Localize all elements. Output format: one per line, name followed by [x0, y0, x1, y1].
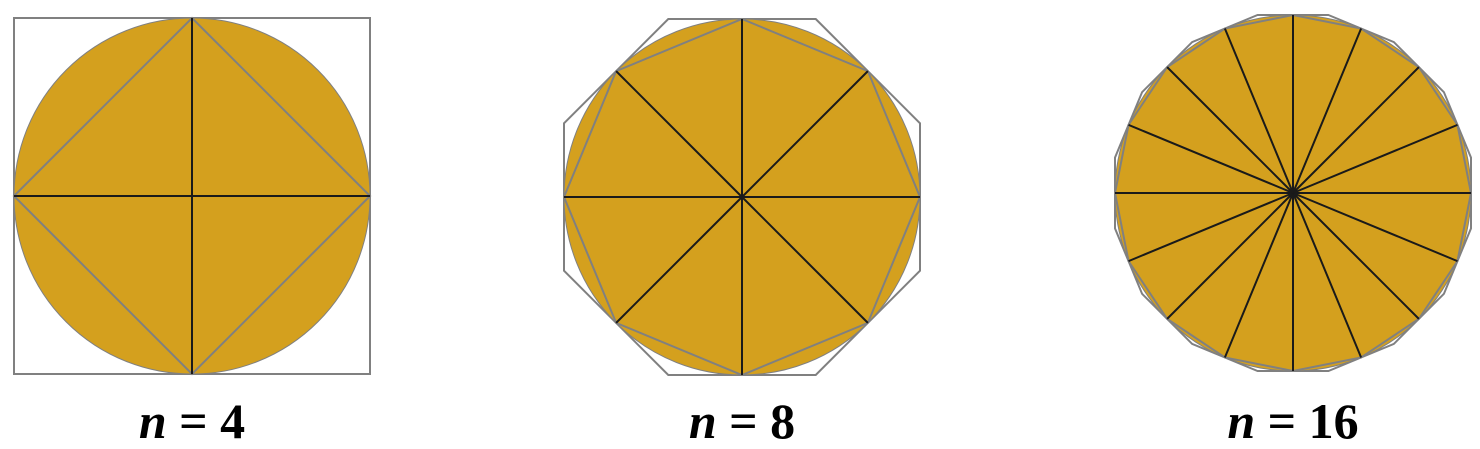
diagram-n16	[1115, 15, 1471, 371]
caption-value: 8	[770, 393, 796, 449]
caption-variable: n	[138, 393, 167, 449]
caption-equals: =	[166, 393, 221, 449]
caption-variable: n	[688, 393, 717, 449]
caption-n4	[42, 393, 342, 449]
caption-n16	[1143, 393, 1443, 449]
caption-equals: =	[716, 393, 771, 449]
caption-n8	[592, 393, 892, 449]
caption-variable: n	[1227, 393, 1256, 449]
diagram-n8	[564, 19, 920, 375]
diagram-n4	[14, 18, 370, 374]
caption-value: 16	[1308, 393, 1359, 449]
caption-value: 4	[220, 393, 246, 449]
caption-equals: =	[1255, 393, 1309, 449]
